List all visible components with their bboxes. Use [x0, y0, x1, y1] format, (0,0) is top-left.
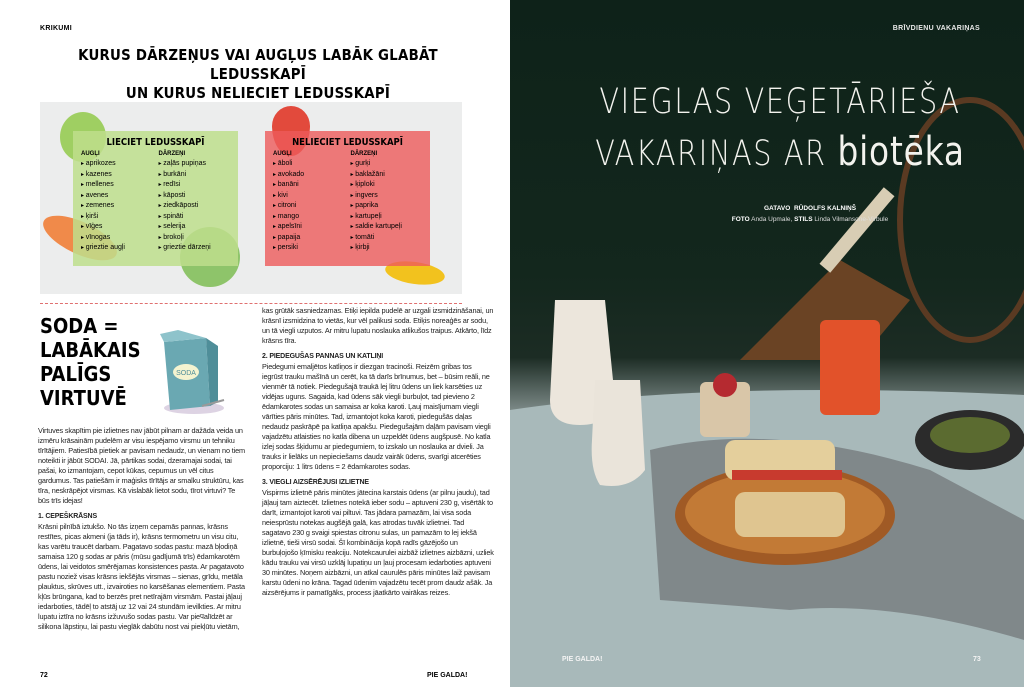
list-item: ▸ gurķi — [351, 159, 423, 170]
list-item: ▸ avokado — [273, 170, 345, 181]
credit-label: STILS — [794, 216, 813, 223]
list-item: ▸ redīsi — [159, 180, 231, 191]
credit-label: FOTO — [731, 216, 750, 223]
list-item: ▸ brokoļi — [159, 233, 231, 244]
list-item: ▸ aprikozes — [81, 159, 153, 170]
list-item: ▸ vīģes — [81, 222, 153, 233]
title-line: VIEGLAS VEĢETĀRIEŠA — [599, 82, 961, 122]
list-item: ▸ mellenes — [81, 180, 153, 191]
body-paragraph: Piedegumi emaljētos katliņos ir diezgan tracinoši. Reizēm gribas tos iegrūst trauku mašīnā un cerēt, ka tā darīs brīnumus, bet – būsim reāli, ne vienmēr tā notiek. Piedegušajā traukā lej litru ūdens un liek karsēties uz vidējas uguns. Sagaida, kad ūdens sāk viegli burbuļot, tad pievieno 2 ēdamkarotes sodas un samaisa ar koka karoti. Ļauj maisījumam viegli vārīties pāris minūtes. Tad, izmantojot koka karoti, piedegušās daļas nedaudz paskrāpē pa katliņa apakšu. Piedegušajām daļām pavisam viegli vajadzētu atlaisties no katla dibena un uzpeldēt ūdens augšpusē. No katla izlej sodas šķidumu ar piedegumiem, to izskalo un noslauka ar dvieli. Ja trauks ir lielāks un nepieciešams daudz vairāk ūdens, svarīgi atcerēties proporciju: 1 litrs ūdens = 2 ēdamkarotes sodas. — [262, 362, 491, 471]
body-paragraph: Krāsni pilnībā iztukšo. No tās izņem cepamās pannas, krāsns restītes, picas akmeni (ja tāds ir), krāsns termometru un visu citu, kas varētu traucēt darbam. Pagatavo sodas pastu: mazā bļodiņā samaisa 120 g sodas ar pāris (mūsu gadījumā trīs) ēdamkarotēm ūdens, lai veidotos smērējamas konsistences pasta. Ar pagatavoto pastu noziež visas krāsns iekšējās virsmas – sienas, grīdu, metāla plauktus, skrūves utt., izvairoties no karsēšanas elementiem. Pasta kļūs brūngana, kad to berzēs pret netīrajām virsmām. Pastai jāļauj iedarboties, tādēļ to atstāj uz 12 vai 24 stundām ievilkties. Ar mitru lupatu iztīra no krāsns izžuvušo sodas pastu. Var pieपalīdzēt ar silikona lāpstiņu, lai pastu vieglāk dabūtu nost vai piekļūtu vietām, — [38, 522, 245, 631]
article-title — [71, 46, 446, 103]
divider — [40, 303, 462, 304]
list-item: ▸ persiki — [273, 243, 345, 254]
list-heading: DĀRZEŅI — [158, 151, 186, 157]
page-number: 72 — [40, 672, 48, 679]
list-item: ▸ ķirbji — [351, 243, 423, 254]
photographer: Anda Upmale, — [751, 216, 793, 223]
list-item: ▸ tomāti — [351, 233, 423, 244]
section-tag: KRIKUMI — [40, 25, 73, 32]
section-heading: 3. VIEGLI AIZSĒRĒJUSI IZLIETNE — [262, 479, 369, 486]
list-item: ▸ grieztie dārzeņi — [159, 243, 231, 254]
list-item: ▸ ziedkāposti — [159, 201, 231, 212]
fridge-yes-box — [73, 131, 238, 266]
list-item: ▸ selerija — [159, 222, 231, 233]
fruits-list — [273, 151, 345, 254]
credit-label: GATAVO — [763, 205, 791, 212]
list-item: ▸ banāni — [273, 180, 345, 191]
soda-box-illustration — [156, 328, 226, 418]
fridge-no-box — [265, 131, 430, 266]
cook-name: RŪDOLFS KALNIŅŠ — [793, 205, 857, 212]
list-item: ▸ saldie kartupeļi — [351, 222, 423, 233]
list-item: ▸ vīnogas — [81, 233, 153, 244]
list-item: ▸ kivi — [273, 191, 345, 202]
heading-line: SODA = — [40, 314, 119, 338]
list-item: ▸ avenes — [81, 191, 153, 202]
list-heading: AUGĻI — [273, 151, 292, 157]
text-column-2 — [262, 306, 494, 604]
right-page — [510, 0, 1024, 687]
list-item: ▸ zemenes — [81, 201, 153, 212]
brand-logo: biotēka — [837, 129, 965, 175]
page-number: 73 — [973, 656, 981, 663]
body-paragraph: Vispirms izlietnē pāris minūtes jātecina karstais ūdens (ar pilnu jaudu), tad jāļauj tam aiztecēt. Izlietnes notekā ieber sodu – aptuveni 230 g, visērtāk to darīt, izmantojot karoti vai piltuvi. Tas jādara pamazām, lai visa soda neiesprūstu notekas augšējā galā, kas atrodas tuvāk izlietnei. Tad sagatavo 230 g svaigi spiestas citronu sulas, un pamazām to lej iekšā izlietnē, tieši virsū sodai. Šī kombinācija kopā radīs gāzējošo un burbuļojošo ķīmisku reakciju. Notekcaurulei aizbāž izlietnes aizbāzni, uzliek kādu trauku vai virsū uzklāj lupatiņu un ļauj procesam iedarboties aptuveni 30 minūtes. Noņem aizbāzni, un atkal caurulēs pāris minūtes laiž pavisam karstu ūdeni no krāna. Tagad ūdenim vajadzētu tecēt prom daudz ašāk. Ja aizsērējums ir pamatīgāks, process jāatkārto vairākas reizes. — [262, 488, 494, 597]
list-item: ▸ ķiploki — [351, 180, 423, 191]
list-heading: AUGĻI — [81, 151, 100, 157]
credits — [650, 203, 970, 225]
text-column-1 — [38, 426, 248, 638]
section-heading: 2. PIEDEGUŠAS PANNAS UN KATLIŅI — [262, 353, 384, 360]
heading-line: PALĪGS — [40, 362, 112, 386]
list-heading: DĀRZEŅI — [350, 151, 378, 157]
soda-box-label: SODA — [176, 370, 196, 377]
heading-line: VIRTUVĒ — [40, 386, 127, 410]
stylist: Linda Vilmansone-Virbule — [814, 216, 889, 223]
intro-paragraph: Virtuves skapītim pie izlietnes nav jābūt pilnam ar dažāda veida un izmēru krāsainām pudelēm ar visu iespējamo virsmu un tehniku tīrītājiem. Patiesībā pietiek ar pavisam nedaudz, un vienam no tiem noteikti ir jābūt SODAI. Jā, pārtikas sodai, dzeramajai sodai, tai pašai, ko izmantojam, cepot kūkas, cepumus un vēl citus gardumus. Tas patiešām ir maģisks tīrītājs ar smalku struktūru, kas tīra, neskrāpējot virsmas. Kā vislabāk lietot sodu, tīrot virtuvi? Te būs trīs idejas! — [38, 426, 245, 505]
list-item: ▸ citroni — [273, 201, 345, 212]
box-heading: NELIECIET LEDUSSKAPĪ — [292, 137, 403, 148]
list-item: ▸ kazenes — [81, 170, 153, 181]
title-line: VAKARIŅAS AR — [595, 134, 827, 174]
heading-line: LABĀKAIS — [40, 338, 141, 362]
body-paragraph: kas grūtāk sasniedzamas. Etiķi iepilda pudelē ar uzgali izsmidzināšanai, un krāsnī izsmidzina to vietās, kur vēl palikusi soda. Etiķis noreaģēs ar sodu, un tā viegli uzputos. Ar mitru lupatu noslauka atlikušos traipus. Atkārto, līdz krāsns tīra. — [262, 306, 494, 345]
list-item: ▸ spināti — [159, 212, 231, 223]
list-item: ▸ mango — [273, 212, 345, 223]
soda-heading — [40, 314, 141, 410]
section-heading: 1. CEPEŠKRĀSNS — [38, 513, 97, 520]
list-item: ▸ baklažāni — [351, 170, 423, 181]
list-item: ▸ ingvers — [351, 191, 423, 202]
left-page — [0, 0, 510, 687]
fridge-infographic — [40, 102, 462, 294]
box-heading: LIECIET LEDUSSKAPĪ — [106, 137, 205, 148]
magazine-footer: PIE GALDA! — [562, 656, 603, 663]
vegetables-list — [351, 151, 423, 254]
list-item: ▸ kartupeļi — [351, 212, 423, 223]
title-line: UN KURUS NELIECIET LEDUSSKAPĪ — [125, 84, 391, 102]
list-item: ▸ apelsīni — [273, 222, 345, 233]
title-line: KURUS DĀRZEŅUS VAI AUGĻUS LABĀK GLABĀT LEDUSSKAPĪ — [78, 46, 438, 83]
list-item: ▸ kāposti — [159, 191, 231, 202]
fruits-list — [81, 151, 153, 254]
list-item: ▸ burkāni — [159, 170, 231, 181]
list-item: ▸ ķirši — [81, 212, 153, 223]
magazine-footer: PIE GALDA! — [427, 672, 468, 679]
list-item: ▸ āboli — [273, 159, 345, 170]
section-tag: BRĪVDIENU VAKARIŅAS — [892, 25, 980, 32]
vegetables-list — [159, 151, 231, 254]
list-item: ▸ grieztie augļi — [81, 243, 153, 254]
feature-title — [591, 77, 968, 179]
list-item: ▸ papaija — [273, 233, 345, 244]
list-item: ▸ paprika — [351, 201, 423, 212]
list-item: ▸ zaļās pupiņas — [159, 159, 231, 170]
